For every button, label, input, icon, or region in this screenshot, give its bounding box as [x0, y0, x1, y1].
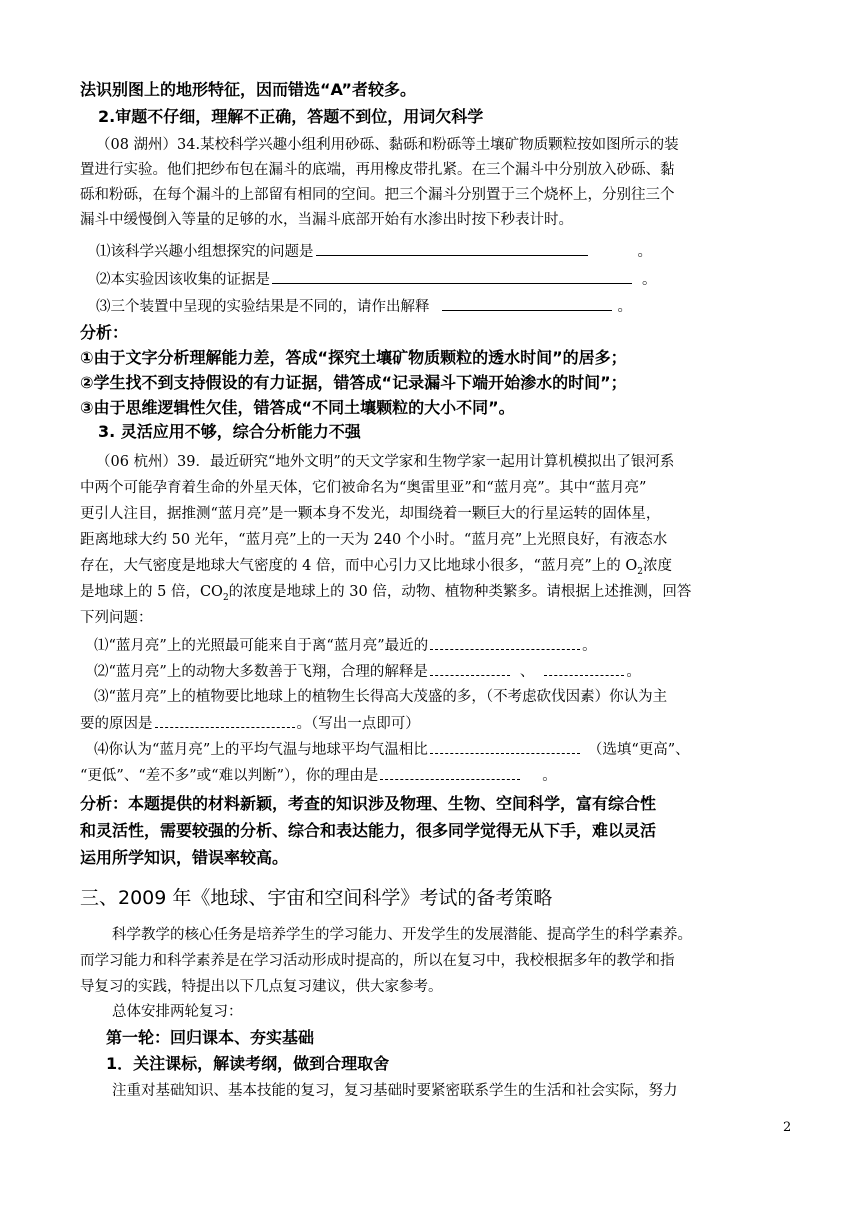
period-mark: 。 [582, 638, 597, 654]
question-text: 要的原因是 [80, 716, 153, 732]
answer-blank [430, 634, 580, 650]
answer-blank [316, 240, 588, 256]
question-text: （选填“更高”、 [587, 742, 690, 758]
paragraph-line [80, 555, 672, 583]
question-line [96, 268, 657, 291]
analysis-line: 和灵活性，需要较强的分析、综合和表达能力，很多同学觉得无从下手，难以灵活 [80, 821, 657, 840]
subsection-heading: 1．关注课标，解读考纲，做到合理取舍 [106, 1054, 390, 1073]
analysis-line: 分析：本题提供的材料新颖，考查的知识涉及物理、生物、空间科学，富有综合性 [80, 794, 657, 813]
page-number: 2 [783, 1120, 792, 1135]
question-text: ⑵本实验因该收集的证据是 [96, 272, 270, 288]
question-line [80, 712, 420, 735]
section-heading: 3. 灵活应用不够，综合分析能力不强 [98, 422, 361, 441]
period-mark: 。 [626, 664, 641, 680]
paragraph-line: 漏斗中缓慢倒入等量的足够的水，当漏斗底部开始有水渗出时按下秒表计时。 [80, 212, 573, 228]
paragraph-line: 置进行实验。他们把纱布包在漏斗的底端，再用橡皮带扎紧。在三个漏斗中分别放入砂砾、黏 [80, 162, 675, 178]
chapter-heading: 三、2009 年《地球、宇宙和空间科学》考试的备考策略 [80, 887, 553, 909]
paragraph-line: 而学习能力和科学素养是在学习活动形成时提高的，所以在复习中，我校根据多年的教学和指 [80, 953, 675, 969]
text-run: 存在，大气密度是地球大气密度的 4 倍，而中心引力又比地球小很多，“蓝月亮”上的 O [80, 558, 638, 574]
question-line [96, 240, 652, 263]
paragraph-line: 注重对基础知识、基本技能的复习，复习基础时要紧密联系学生的生活和社会实际，努力 [112, 1083, 678, 1099]
question-text: ⑷你认为“蓝月亮”上的平均气温与地球平均气温相比 [94, 742, 428, 758]
text-run: 的浓度是地球上的 30 倍，动物、植物种类繁多。请根据上述推测，回答 [228, 584, 692, 600]
answer-blank [430, 738, 580, 754]
section-heading: 2.审题不仔细，理解不正确，答题不到位，用词欠科学 [98, 107, 484, 126]
question-text: 。（写出一点即可） [296, 716, 420, 732]
period-mark: 。 [642, 272, 657, 288]
question-line [80, 764, 557, 787]
answer-blank [430, 660, 510, 676]
paragraph-line: 总体安排两轮复习： [112, 1004, 243, 1020]
question-line [94, 660, 641, 683]
question-text: ⑴“蓝月亮”上的光照最可能来自于离“蓝月亮”最近的 [94, 638, 429, 654]
analysis-line: ③由于思维逻辑性欠佳，错答成“不同土壤颗粒的大小不同”。 [80, 398, 515, 417]
question-line [94, 738, 690, 761]
period-mark: 。 [617, 299, 632, 315]
paragraph-line: （08 湖州）34.某校科学兴趣小组利用砂砾、黏砾和粉砾等土壤矿物质颗粒按如图所示的装 [96, 137, 679, 153]
subscript: 2 [637, 566, 643, 577]
analysis-label: 分析： [80, 323, 129, 342]
paragraph-line: 中两个可能孕育着生命的外星天体，它们被命名为“奥雷里亚”和“蓝月亮”。其中“蓝月亮” [80, 480, 647, 496]
text-run: 是地球上的 5 倍，CO [80, 584, 223, 600]
paragraph-line: 砾和粉砾，在每个漏斗的上部留有相同的空间。把三个漏斗分别置于三个烧杯上，分别往三个 [80, 187, 675, 203]
question-line [94, 634, 597, 657]
text-run: 浓度 [643, 558, 672, 574]
paragraph-line: （06 杭州）39．最近研究“地外文明”的天文学家和生物学家一起用计算机模拟出了银河系 [96, 454, 675, 470]
paragraph-line: 下列问题： [80, 610, 153, 626]
period-mark: 。 [637, 244, 652, 260]
analysis-line: ②学生找不到支持假设的有力证据，错答成“记录漏斗下端开始渗水的时间”； [80, 373, 627, 392]
question-text: ⑴该科学兴趣小组想探究的问题是 [96, 244, 314, 260]
question-line [96, 295, 632, 318]
paragraph-line [80, 581, 691, 609]
subscript: 2 [222, 592, 229, 603]
paragraph-line: 导复习的实践，特提出以下几点复习建议，供大家参考。 [80, 979, 443, 995]
answer-blank [380, 764, 520, 780]
question-text: ⑵“蓝月亮”上的动物大多数善于飞翔，合理的解释是 [94, 664, 428, 680]
analysis-line: 运用所学知识，错误率较高。 [80, 848, 289, 867]
question-line: ⑶“蓝月亮”上的植物要比地球上的植物生长得高大茂盛的多，（不考虑砍伐因素）你认为主 [94, 689, 668, 705]
separator-mark: 、 [519, 664, 535, 680]
answer-blank [155, 712, 295, 728]
answer-blank [442, 295, 612, 311]
question-text: ⑶三个装置中呈现的实验结果是不同的，请作出解释 [96, 299, 430, 315]
period-mark: 。 [542, 768, 557, 784]
analysis-line: ①由于文字分析理解能力差，答成“探究土壤矿物质颗粒的透水时间”的居多； [80, 348, 627, 367]
answer-blank [544, 660, 624, 676]
answer-blank [272, 268, 632, 284]
question-text: “更低”、“差不多”或“难以判断”），你的理由是 [80, 768, 379, 784]
subsection-heading: 第一轮：回归课本、夯实基础 [106, 1028, 315, 1047]
paragraph-line: 距离地球大约 50 光年，“蓝月亮”上的一天为 240 个小时。“蓝月亮”上光照良好，有液态水 [80, 532, 668, 548]
paragraph-line: 更引人注目，据推测“蓝月亮”是一颗本身不发光，却围绕着一颗巨大的行星运转的固体星， [80, 506, 661, 522]
paragraph-line: 科学教学的核心任务是培养学生的学习能力、开发学生的发展潜能、提高学生的科学素养。 [112, 927, 692, 943]
paragraph-line: 法识别图上的地形特征，因而错选“A”者较多。 [80, 80, 416, 99]
